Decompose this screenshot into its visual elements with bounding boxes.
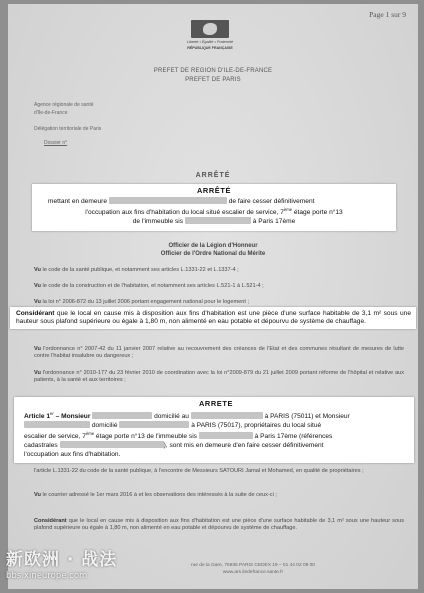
sender-region: d'Ile-de-France: [34, 110, 68, 116]
footer-address: rue de la Gare, 75935 PARIS CEDEX 19 – 01 44 02 09 00: [191, 563, 315, 568]
box-line: [24, 421, 408, 430]
box-title: ARRETE: [199, 399, 233, 408]
article-label: Article 1: [24, 413, 51, 420]
redaction: [119, 421, 189, 428]
box-line: [42, 206, 386, 217]
watermark-url: bbs.xineurope.com: [6, 571, 88, 581]
box-text: étage porte n°13: [292, 209, 343, 217]
redaction: [60, 441, 164, 448]
box-text: à PARIS (75017), propriétaires du local situé: [191, 422, 322, 430]
logo-republic: RÉPUBLIQUE FRANÇAISE: [187, 46, 233, 50]
box-text: que le local en cause mis à disposition aux fins d'habitation est une pièce d'une surface habitable de 3,1 m² sous une hauteur sous plafond supérieure ou égale à 1,80 m, non alimenté en eau potable et dépourvu de système de chauffage.: [16, 310, 411, 326]
document-page: [8, 4, 418, 589]
box-text: à Paris 17ème: [252, 218, 296, 226]
vu-paragraph: Vu le code de la construction et de l'habitation, et notamment ses articles L.521-1 à L.521-4 ;: [34, 283, 264, 289]
redaction: [24, 421, 90, 428]
box-line: [24, 410, 408, 421]
box-text: mettant en demeure: [48, 198, 108, 206]
box-text: domicilié au: [154, 413, 189, 420]
redaction: [185, 217, 251, 224]
box-text: de faire cesser définitivement: [228, 198, 315, 206]
marianne-logo: [183, 20, 237, 54]
highlight-box-considerant: [10, 307, 416, 329]
body-paragraph: l'article L.1331-22 du code de la santé publique, à l'encontre de Messieurs SATOURI Jamal et Mohamed, en qualité de propriétaires ;: [34, 468, 364, 474]
box-bold: Considérant: [16, 310, 55, 317]
box-text: de l'immeuble sis: [132, 218, 184, 226]
header-prefect: PREFET DE PARIS: [185, 77, 241, 83]
box-text: l'occupation aux fins d'habitation.: [24, 450, 121, 458]
watermark: [6, 545, 186, 589]
redaction: [109, 197, 227, 204]
redaction: [199, 432, 253, 439]
footer-website: www.ars.iledefrance.sante.fr: [222, 570, 284, 575]
article-dash: – Monsieur: [53, 413, 91, 420]
merit-line: Officier de l'Ordre National du Mérite: [160, 251, 266, 257]
watermark-logo-text: 新欧洲 · 战法: [6, 550, 118, 570]
box-line: [24, 451, 408, 459]
vu-paragraph: Vu le courrier adressé le 1er mars 2016 à et les observations des intéressés à la suite de ceux-ci ;: [34, 492, 277, 498]
page-number: Page 1 sur 9: [369, 10, 406, 19]
box-text: à PARIS (75011) et Monsieur: [264, 413, 350, 420]
box-line: [24, 441, 408, 450]
box-text: à Paris 17ème (références: [254, 433, 333, 441]
vu-paragraph: Vu la loi n° 2006-872 du 13 juillet 2006 portant engagement national pour le logement ;: [34, 299, 250, 305]
superscript: er: [50, 411, 54, 417]
sender-delegation: Délégation territoriale de Paris: [34, 126, 102, 132]
box-title: ARRÊTÉ: [197, 186, 231, 195]
logo-motto: Liberté • Égalité • Fraternité: [186, 40, 234, 44]
redaction: [92, 412, 152, 419]
vu-paragraph: Vu le code de la santé publique, et notamment ses articles L.1331-22 et L.1337-4 ;: [34, 267, 239, 273]
legion-line: Officier de la Légion d'Honneur: [168, 243, 258, 249]
box-text: cadastrales: [24, 442, 58, 450]
background-title: ARRÊTÉ: [195, 172, 231, 179]
box-line: [24, 430, 408, 441]
box-text: domicilié: [91, 422, 118, 430]
highlight-box-title: [32, 184, 396, 231]
highlight-box-article: [14, 397, 414, 463]
box-line: [42, 217, 386, 226]
marianne-icon: [191, 20, 229, 38]
header-region: PREFET DE REGION D'ILE-DE-FRANCE: [153, 68, 273, 74]
superscript: ème: [85, 431, 95, 437]
considerant-paragraph: Considérant que le local en cause mis à disposition aux fins d'habitation est une pièce d'une surface habitable de 3,1 m² sous une hauteur sous plafond supérieure ou égale à 1,80 m, non alimenté en eau potable et dépourvu de système de chauffage.: [34, 518, 404, 532]
vu-paragraph: Vu l'ordonnance n° 2010-177 du 23 février 2010 de coordination avec la loi n°2009-879 du 21 juillet 2009 portant réforme de l'hôpital et relative aux patients, à la santé et aux territoires ;: [34, 370, 404, 384]
box-text: l'occupation aux fins d'habitation du local situé escalier de service, 7: [85, 209, 284, 217]
box-text: étage porte n°13 de l'immeuble sis: [94, 433, 197, 441]
sender-agency: Agence régionale de santé: [34, 102, 94, 108]
box-text: escalier de service, 7: [24, 433, 86, 441]
box-line: [42, 197, 386, 206]
vu-paragraph: Vu l'ordonnance n° 2007-42 du 11 janvier 2007 relative au recouvrement des créances de l'Etat et des communes résultant de mesures de lutte contre l'habitat insalubre ou dangereux ;: [34, 346, 404, 360]
redaction: [191, 412, 263, 419]
box-text: ), sont mis en demeure d'en faire cesser définitivement: [163, 442, 324, 450]
dossier-label: Dossier n°: [44, 140, 68, 146]
superscript: ème: [283, 207, 293, 213]
